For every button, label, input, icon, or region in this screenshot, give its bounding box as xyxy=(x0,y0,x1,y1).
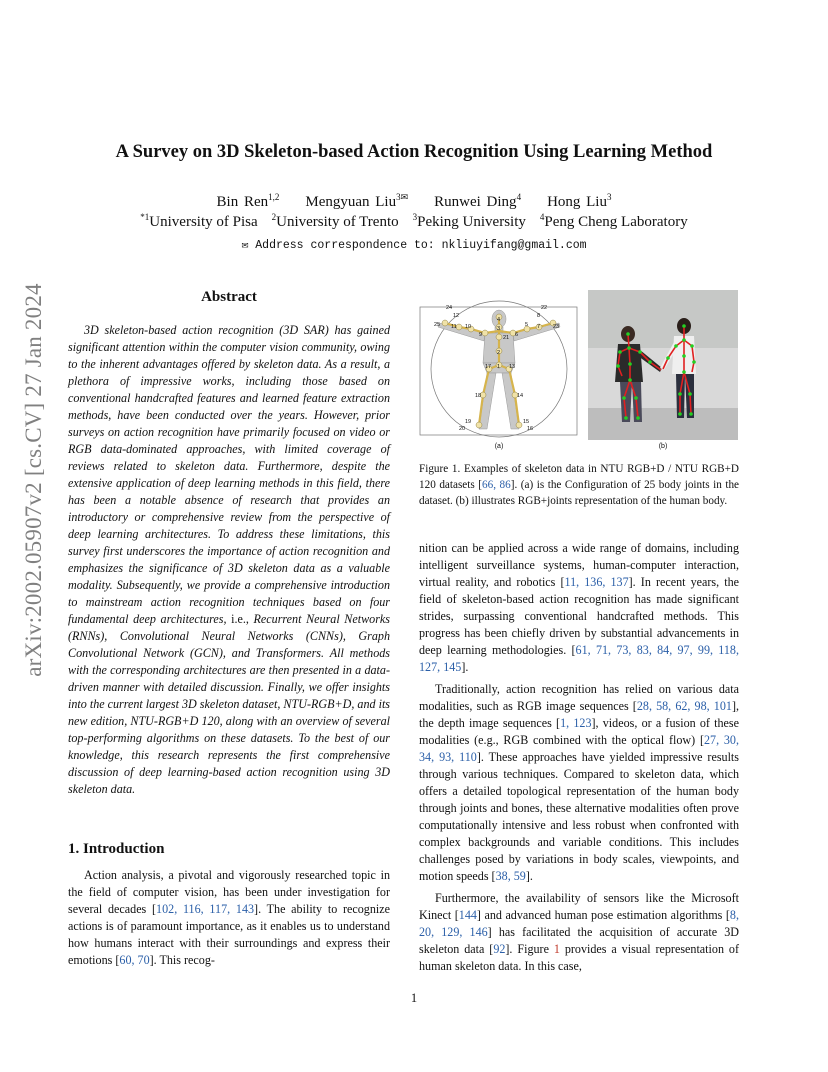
joint-label: 8 xyxy=(537,313,541,319)
body-text: Traditionally, action recognition has relied on various data modalities, such as RGB image sequences [ xyxy=(419,682,739,713)
figure-caption xyxy=(419,461,739,509)
joint-label: 11 xyxy=(451,324,457,330)
figure-sublabel-b: (b) xyxy=(658,443,668,450)
citation-link[interactable]: 27, 30, 34, 93, 110 xyxy=(419,733,740,764)
affiliation-sup: *1 xyxy=(140,212,150,222)
citation-link[interactable]: 92 xyxy=(493,942,506,956)
arxiv-sidebar xyxy=(14,283,54,677)
citation-link[interactable]: 66, 86 xyxy=(482,479,511,491)
right-column-body xyxy=(419,540,739,975)
introduction-body xyxy=(68,867,390,969)
joint-label: 14 xyxy=(517,393,524,399)
author-name: Bin Ren xyxy=(216,194,269,210)
citation-link[interactable]: 8, 20, 129, 146 xyxy=(419,908,739,939)
joint-label: 13 xyxy=(509,364,516,370)
abstract-text: 3D skeleton-based action recognition (3D SAR) has gained significant attention within the computer vision community, owing to the inherent advantages offered by skeleton data. As a result, a plethora of impressive works, including those based on conventional handcrafted features and learned feature extraction methods, have been conducted over the years. However, prior surveys on action recognition have primarily focused on video or RGB data-dominated approaches, with limited coverage of reviews related to skeleton data. Furthermore, despite the extensive application of deep learning methods in this field, there has been a notable absence of research that provides an introductory or comprehensive review from the perspective of deep learning architectures. To address these limitations, this survey first underscores the importance of action recognition and emphasizes the significance of 3D skeleton data as a valuable modality. Subsequently, we provide a comprehensive introduction to mainstream action recognition techniques based on four fundamental deep architectures, xyxy=(68,323,390,626)
author-sup: 3✉ xyxy=(396,192,409,202)
body-text: nition can be applied across a wide range of domains, including intelligent surveillance systems, human-computer interaction, virtual reality, and robotics [ xyxy=(419,541,739,589)
joint-label: 25 xyxy=(434,322,441,328)
abstract-body xyxy=(68,322,390,798)
figure-1a-skeleton-diagram xyxy=(419,299,579,441)
body-text: ]. xyxy=(525,869,533,883)
citation-link[interactable]: 60, 70 xyxy=(119,953,150,967)
paper-title: A Survey on 3D Skeleton-based Action Recognition Using Learning Method xyxy=(115,142,713,162)
joint-label: 4 xyxy=(497,317,501,323)
body-text: ] and advanced human pose estimation algorithms [ xyxy=(476,908,730,922)
body-text: Furthermore, the availability of sensors like the Microsoft Kinect [ xyxy=(419,891,739,922)
body-text: ]. xyxy=(461,660,469,674)
caption-text: Figure 1. Examples of skeleton data in NTU RGB+D / NTU RGB+D 120 datasets [ xyxy=(419,463,739,491)
author-sup: 4 xyxy=(516,192,522,202)
figure-reference-link[interactable]: 1 xyxy=(553,942,560,956)
figure-sublabel-a: (a) xyxy=(494,443,504,450)
affiliation-list xyxy=(0,214,828,231)
joint-label: 10 xyxy=(465,324,472,330)
joint-label: 9 xyxy=(479,332,483,338)
citation-link[interactable]: 38, 59 xyxy=(495,869,526,883)
joint-label: 23 xyxy=(553,324,560,330)
affiliation-sup: 4 xyxy=(539,212,545,222)
joint-label: 3 xyxy=(497,326,501,332)
abstract-heading: Abstract xyxy=(201,289,257,305)
joint-label: 6 xyxy=(515,332,519,338)
affiliation-sup: 3 xyxy=(412,212,418,222)
citation-link[interactable]: 11, 136, 137 xyxy=(564,575,629,589)
joint-label: 22 xyxy=(541,305,548,311)
citation-link[interactable]: 28, 58, 62, 98, 101 xyxy=(636,699,732,713)
citation-link[interactable]: 61, 71, 73, 83, 84, 97, 99, 118, 127, 145 xyxy=(419,643,739,674)
author-name: Hong Liu xyxy=(547,194,607,210)
affiliation-sup: 2 xyxy=(271,212,277,222)
figure-1b-rgb-joints-photo xyxy=(588,290,738,440)
abstract-text: Recurrent Neural Networks (RNNs), Convolutional Neural Networks (CNNs), Graph Convolutional Network (GCN), and Transformers. All methods with the corresponding architectures are then presented in a data-driven manner with detailed discussion. Finally, we offer insights into the current largest 3D skeleton dataset, NTU-RGB+D, and its new edition, NTU-RGB+D 120, along with an overview of several top-performing algorithms on these datasets. To the best of our knowledge, this research represents the first comprehensive discussion of deep learning-based action recognition using 3D skeleton data. xyxy=(68,612,391,796)
joint-label: 18 xyxy=(475,393,482,399)
rgb-joints-svg xyxy=(588,290,738,440)
abstract-ie: i.e., xyxy=(226,612,249,626)
affiliation-name: University of Pisa xyxy=(149,214,258,230)
correspondence-line: ✉ Address correspondence to: nkliuyifang@gmail.com xyxy=(241,239,587,252)
joint-label: 19 xyxy=(465,419,472,425)
skeleton-diagram-svg xyxy=(419,299,579,441)
page-number: 1 xyxy=(410,991,418,1005)
body-text: provides a visual representation of human skeleton data. In this case, xyxy=(419,942,739,973)
introduction-heading: 1. Introduction xyxy=(68,841,165,857)
arxiv-identifier: arXiv:2002.05907v2 [cs.CV] 27 Jan 2024 xyxy=(21,283,46,677)
joint-label: 2 xyxy=(497,350,501,356)
joint-label: 7 xyxy=(537,324,541,330)
intro-text: ]. The ability to recognize actions is of paramount importance, as it enables us to understand how humans interact with their surroundings and express their emotions [ xyxy=(68,902,390,967)
author-list xyxy=(0,194,828,211)
citation-link[interactable]: 1, 123 xyxy=(560,716,592,730)
body-text: ]. In recent years, the field of skeleton-based action recognition has made significant strides, surpassing conventional handcrafted methods. This progress has been chiefly driven by substantial advancements in deep learning methodologies. [ xyxy=(419,575,739,657)
author-sup: 1,2 xyxy=(268,192,280,202)
joint-label: 20 xyxy=(459,426,466,432)
joint-label: 15 xyxy=(523,419,530,425)
author-name: Mengyuan Liu xyxy=(305,194,397,210)
joint-label: 16 xyxy=(527,426,534,432)
body-text: ], the depth image sequences [ xyxy=(419,699,739,730)
body-text: ]. These approaches have yielded impressive results through various techniques. Compared to skeleton data, which offers a detailed topological representation of the human body through joints and bones, these alternative modalities often prove computationally intensive and less robust when confronted with complex backgrounds and variable conditions. This includes challenges posed by variations in body scales, viewpoints, and motion speeds [ xyxy=(419,750,739,883)
affiliation-name: Peng Cheng Laboratory xyxy=(544,214,688,230)
citation-link[interactable]: 144 xyxy=(458,908,477,922)
citation-link[interactable]: 102, 116, 117, 143 xyxy=(156,902,255,916)
joint-label: 1 xyxy=(497,364,501,370)
body-text: ]. Figure xyxy=(505,942,554,956)
joint-label: 17 xyxy=(485,364,492,370)
joint-label: 5 xyxy=(525,322,529,328)
author-name: Runwei Ding xyxy=(434,194,517,210)
body-text: ], videos, or a fusion of these modalities (e.g., RGB combined with the optical flow) [ xyxy=(419,716,739,747)
joint-label: 12 xyxy=(453,313,460,319)
author-sup: 3 xyxy=(606,192,612,202)
body-text: ] has facilitated the acquisition of accurate 3D skeleton data [ xyxy=(419,925,739,956)
joint-label: 24 xyxy=(446,305,453,311)
intro-text: ]. This recog- xyxy=(149,953,215,967)
affiliation-name: University of Trento xyxy=(276,214,399,230)
joint-label: 21 xyxy=(503,335,510,341)
affiliation-name: Peking University xyxy=(417,214,526,230)
caption-text: ]. (a) is the Configuration of 25 body joints in the dataset. (b) illustrates RGB+joints representation of the human body. xyxy=(419,479,740,507)
intro-text: Action analysis, a pivotal and vigorously researched topic in the field of computer vision, has been under investigation for several decades [ xyxy=(68,868,390,916)
